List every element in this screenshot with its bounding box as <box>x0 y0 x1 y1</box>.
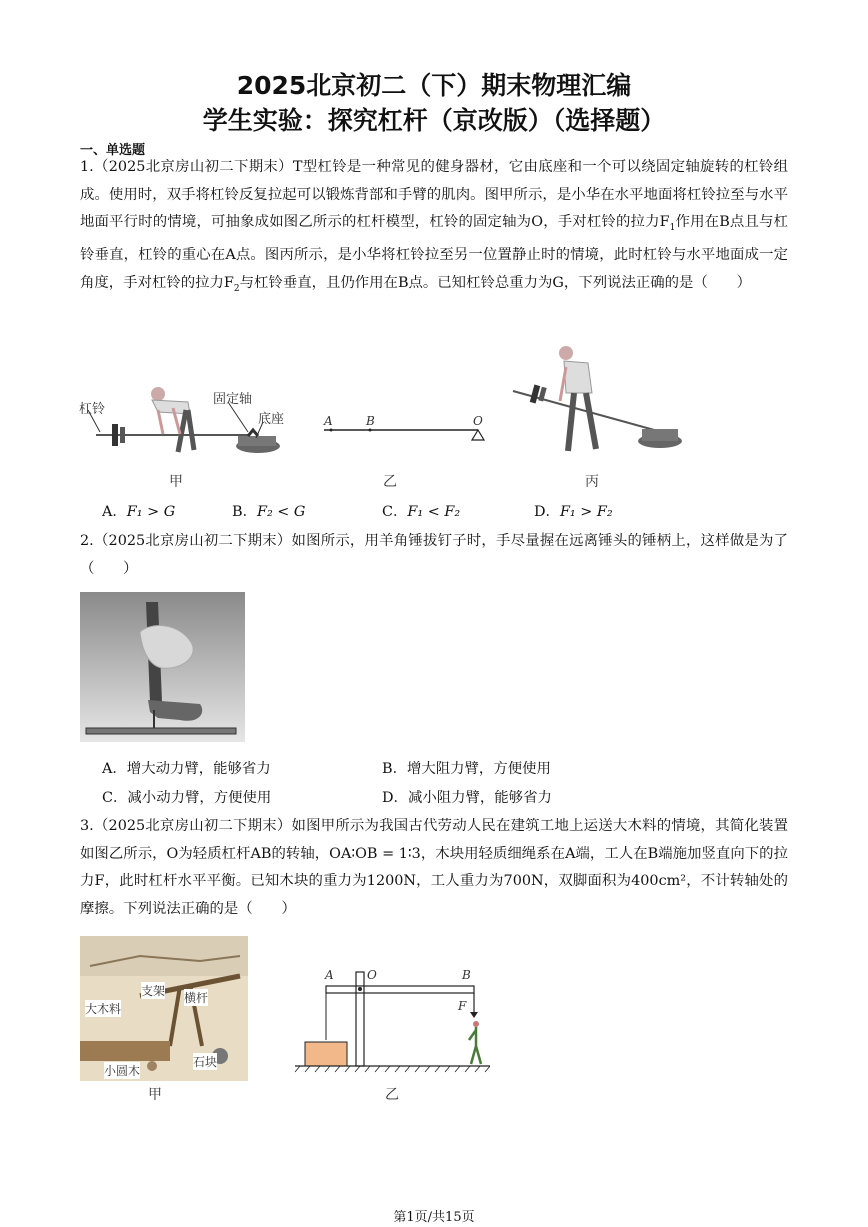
label-beam: 横杆 <box>184 991 209 1005</box>
option-letter: C． <box>102 790 128 806</box>
doc-subtitle: 学生实验：探究杠杆（京改版）（选择题） <box>202 106 666 135</box>
question-3-text <box>80 813 788 923</box>
label-q3-b: B <box>462 968 471 982</box>
option-letter: B． <box>232 504 257 520</box>
caption-q3-yi: 乙 <box>385 1087 399 1103</box>
q2-option-a[interactable] <box>102 757 271 778</box>
figure-claw-hammer <box>80 592 245 742</box>
label-point-o: O <box>473 414 483 428</box>
figure-bing-barbell-raised <box>508 343 683 458</box>
option-text: F₁ > F₂ <box>559 504 613 520</box>
option-letter: A． <box>102 504 127 520</box>
question-1-text <box>80 154 788 303</box>
q1-sub2: 2 <box>233 283 240 294</box>
q2-source: 2.（2025北京房山初二下期末） <box>80 533 292 549</box>
label-support: 支架 <box>141 984 166 998</box>
label-barbell: 杠铃 <box>79 402 106 417</box>
q1-option-c[interactable] <box>382 500 460 521</box>
caption-jia: 甲 <box>169 474 183 490</box>
q1-option-d[interactable] <box>534 500 613 521</box>
figure-yi-lever-model <box>318 410 490 450</box>
label-q3-f: F <box>458 999 467 1013</box>
label-timber: 大木料 <box>85 1002 122 1016</box>
label-stone: 石块 <box>193 1055 218 1069</box>
figure-q3-yi-lever <box>290 968 490 1078</box>
question-2-text <box>80 528 788 583</box>
option-text: 减小动力臂，方便使用 <box>127 790 272 806</box>
q1-text-c: 与杠铃垂直，且仍作用在B点。已知杠铃总重力为G，下列说法正确的是（ ） <box>239 274 751 291</box>
caption-bing: 丙 <box>585 474 599 490</box>
label-fixed-axis: 固定轴 <box>213 392 253 407</box>
q1-sub1: 1 <box>669 222 676 233</box>
q1-option-a[interactable] <box>102 500 175 521</box>
caption-yi: 乙 <box>383 474 397 490</box>
q3-source: 3.（2025北京房山初二下期末） <box>80 818 292 834</box>
q2-text: 如图所示，用羊角锤拔钉子时，手尽量握在远离锤头的锤柄上，这样做是为了（ ） <box>80 533 788 577</box>
option-letter: D． <box>382 790 408 806</box>
label-q3-o: O <box>367 968 377 982</box>
option-letter: D． <box>534 504 560 520</box>
doc-title: 2025北京初二（下）期末物理汇编 <box>236 71 632 100</box>
option-letter: B． <box>382 761 407 777</box>
option-text: 增大阻力臂，方便使用 <box>406 761 551 777</box>
q2-option-c[interactable] <box>102 786 271 807</box>
label-point-a: A <box>324 414 333 428</box>
label-roller: 小圆木 <box>104 1064 141 1078</box>
q1-option-b[interactable] <box>232 500 305 521</box>
option-letter: C． <box>382 504 408 520</box>
option-text: F₁ > G <box>126 504 176 520</box>
label-point-b: B <box>366 414 375 428</box>
option-text: F₂ < G <box>256 504 306 520</box>
q2-option-b[interactable] <box>382 757 551 778</box>
option-text: 增大动力臂，能够省力 <box>126 761 271 777</box>
section-heading: 一、单选题 <box>80 143 146 158</box>
label-base: 底座 <box>258 412 285 427</box>
q1-source: 1.（2025北京房山初二下期末） <box>80 159 293 175</box>
q3-text: 如图甲所示为我国古代劳动人民在建筑工地上运送大木料的情境，其简化装置如图乙所示，O为轻质杠杆AB的转轴，OA∶OB = 1∶3，木块用轻质细绳系在A端，工人在B端施加竖直向下的拉力F，此时杠杆水平平衡。已知木块的重力为1200N，工人重力为700N，双脚面积为400cm²，不计转轴处的摩擦。下列说法正确的是（ ） <box>80 818 788 917</box>
caption-q3-jia: 甲 <box>148 1087 162 1103</box>
option-letter: A． <box>102 761 127 777</box>
q1-text-b: 作用在B点且与杠铃垂直，杠铃的重心在A点。图丙所示，是小华将杠铃拉至另一位置静止时的情境，此时杠铃与水平地面成一定角度，手对杠铃的拉力F <box>80 214 788 291</box>
q2-option-d[interactable] <box>382 786 552 807</box>
q1-text-a: T型杠铃是一种常见的健身器材，它由底座和一个可以绕固定轴旋转的杠铃组成。使用时，双手将杠铃反复拉起可以锻炼背部和手臂的肌肉。图甲所示，是小华在水平地面将杠铃拉至与水平地面平行时的情境，可抽象成如图乙所示的杠杆模型，杠铃的固定轴为O，手对杠铃的拉力F <box>80 159 788 230</box>
option-text: F₁ < F₂ <box>407 504 461 520</box>
page-footer: 第1页/共15页 <box>393 1210 475 1225</box>
label-q3-a: A <box>325 968 334 982</box>
option-text: 减小阻力臂，能够省力 <box>407 790 552 806</box>
